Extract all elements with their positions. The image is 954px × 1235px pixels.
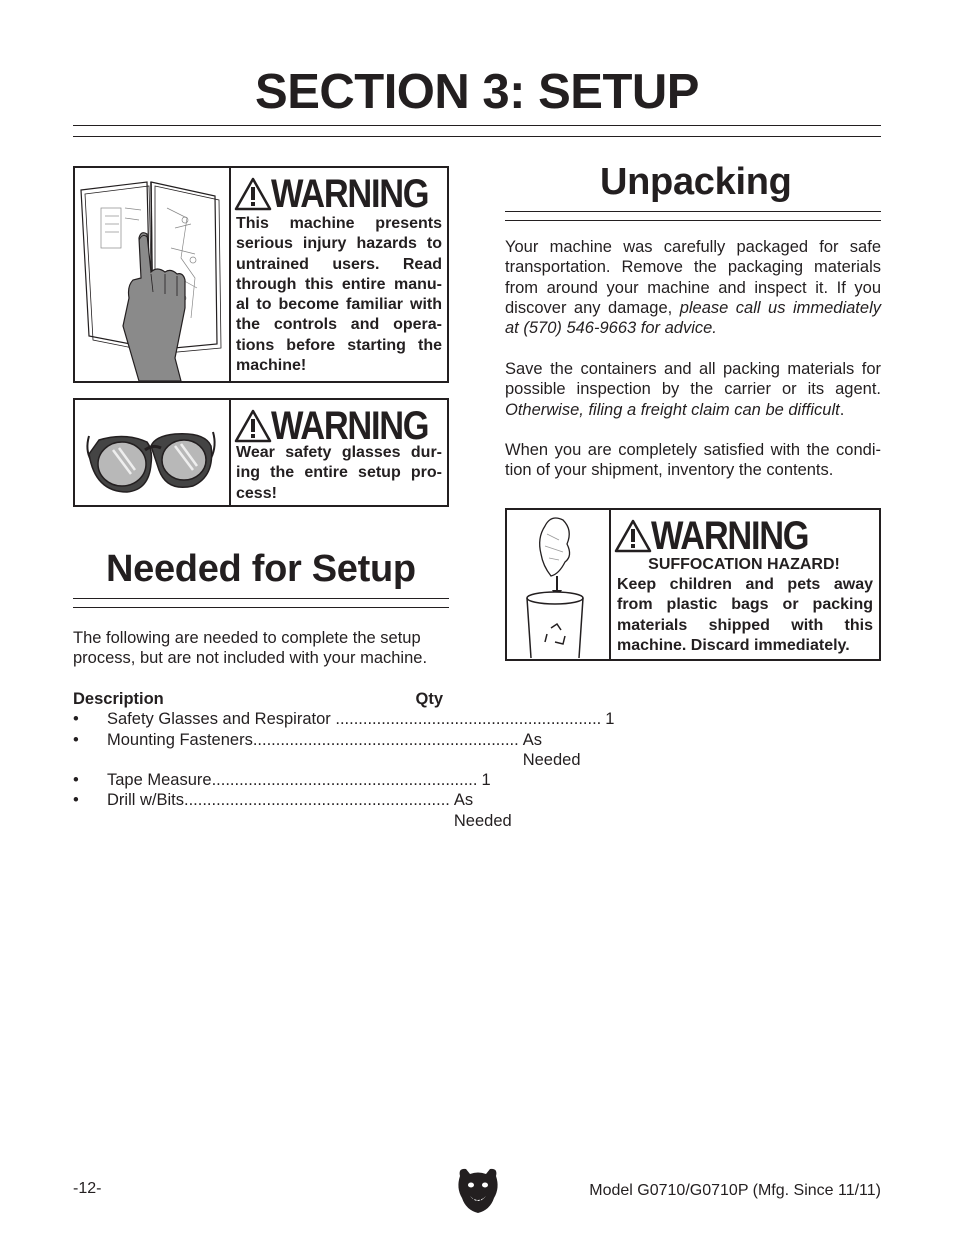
warning-header (235, 174, 454, 214)
col-description: Description (73, 690, 164, 708)
item-qty: 1 (481, 771, 491, 790)
item-name: Safety Glasses and Respirator (107, 710, 331, 729)
item-name: Tape Measure (107, 771, 212, 790)
list-item: • Mounting Fasteners.......................................................... As Needed (73, 730, 581, 769)
col-qty: Qty (415, 690, 443, 708)
list-item: • Drill w/Bits.......................................................... As Needed (73, 791, 512, 830)
bullet: • (73, 771, 79, 790)
item-qty: As Needed (453, 791, 512, 830)
bag-in-trash-icon (507, 510, 611, 659)
warning-subheading: SUFFOCATION HAZARD! (648, 556, 840, 573)
paragraph-text: Your machine was carefully packaged for safe transportation. Remove the packaging materials from around your machine and inspect it. If you discover any damage, (505, 238, 881, 317)
warning-label: WARNING (271, 172, 429, 216)
warning-box-manual (73, 166, 449, 383)
paragraph-text: Save the containers and all packing materials for possible inspection by the carrier or its agent. (505, 360, 881, 399)
item-qty: 1 (605, 710, 615, 729)
warning-text: Keep children and pets away from plastic bags or packing materials shipped with this machine. Discard immediately. (617, 576, 873, 654)
warning-header (235, 406, 454, 446)
section-title: SECTION 3: SETUP (255, 65, 699, 119)
safety-glasses-icon (75, 400, 231, 505)
hazard-triangle-icon (615, 520, 651, 552)
list-item: • Safety Glasses and Respirator .......................................................... 1 (73, 710, 615, 729)
page-number: -12- (73, 1180, 102, 1197)
warning-text: Wear safety glasses dur-ing the entire setup pro-cess! (236, 444, 442, 502)
paragraph-end: . (839, 400, 845, 419)
hazard-triangle-icon (235, 410, 271, 442)
needed-intro: The following are needed to complete the setup process, but are not included with your machine. (73, 629, 428, 668)
unpacking-rule (505, 211, 881, 221)
warning-header (615, 516, 834, 556)
unpacking-paragraph-1 (505, 237, 881, 338)
warning-label: WARNING (271, 404, 429, 448)
list-item: • Tape Measure.......................................................... 1 (73, 771, 491, 790)
paragraph-italic: Otherwise, filing a freight claim can be difficult (505, 400, 840, 419)
paragraph-italic: please call us immediately at (570) 546-9663 for advice. (505, 298, 881, 338)
title-rule-bottom (73, 136, 881, 137)
warning-text: This machine presents serious injury hazards to untrained users. Read through this entire manu-al to become familiar with the controls and opera-tions before starting the machine! (236, 215, 442, 375)
model-info: Model G0710/G0710P (Mfg. Since 11/11) (589, 1182, 881, 1199)
bear-logo-icon (456, 1166, 500, 1214)
unpacking-paragraph-2 (505, 359, 881, 420)
warning-box-glasses (73, 398, 449, 507)
unpacking-paragraph-3: When you are completely satisfied with the condi-tion of your shipment, inventory the contents. (505, 441, 881, 480)
hazard-triangle-icon (235, 178, 271, 210)
bullet: • (73, 730, 79, 749)
item-name: Drill w/Bits (107, 791, 184, 810)
needed-rule (73, 598, 449, 608)
item-name: Mounting Fasteners (107, 730, 253, 749)
needed-table-header (73, 689, 443, 709)
unpacking-heading: Unpacking (600, 161, 792, 203)
warning-box-suffocation (505, 508, 881, 661)
item-qty: As Needed (522, 730, 581, 769)
needed-table (73, 689, 615, 831)
warning-label: WARNING (651, 514, 809, 558)
bullet: • (73, 710, 79, 729)
manual-reading-icon (75, 168, 231, 381)
bullet: • (73, 791, 79, 810)
title-rule-top (73, 125, 881, 126)
needed-heading: Needed for Setup (106, 548, 416, 590)
